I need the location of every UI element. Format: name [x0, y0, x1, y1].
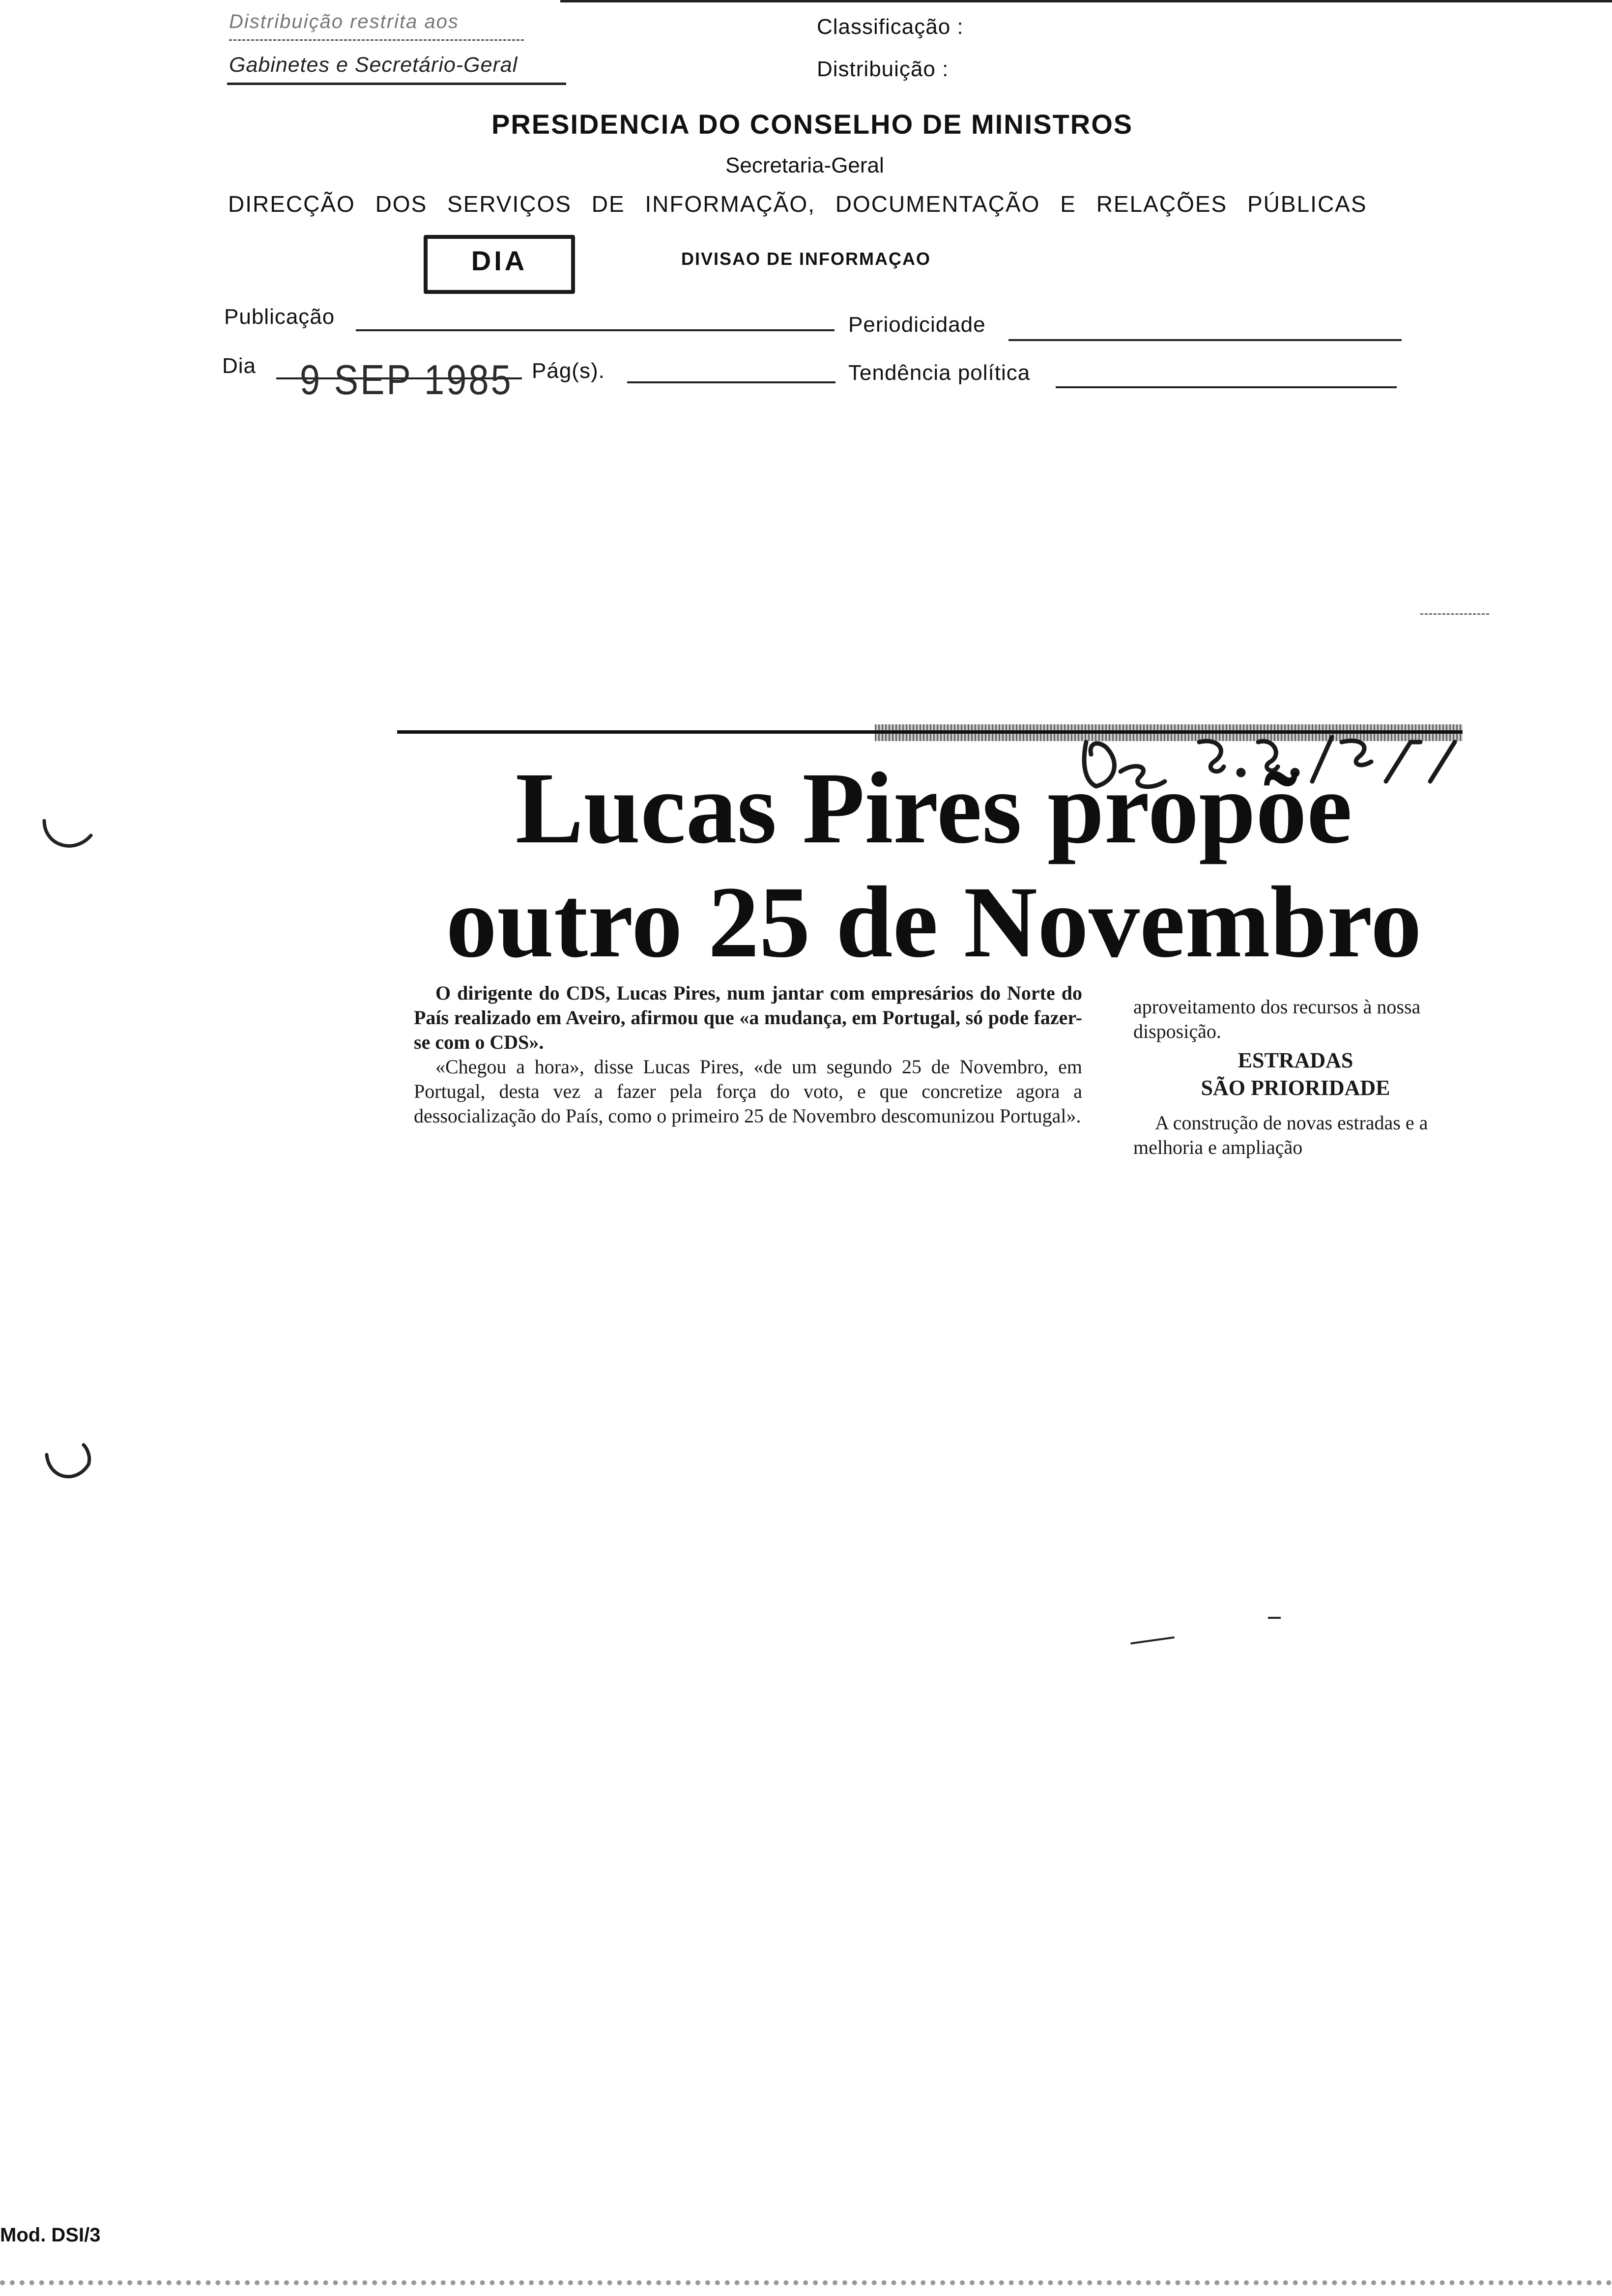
stamp-text: DIA: [471, 245, 528, 276]
date-stamp-value: 9 SEP 1985: [300, 356, 513, 403]
model-code: Mod. DSI/3: [0, 2224, 101, 2246]
pags-field: [627, 381, 835, 383]
tendencia-field: [1056, 386, 1397, 388]
tendencia-label: Tendência política: [848, 361, 1031, 385]
publicacao-label: Publicação: [224, 305, 335, 329]
scan-dash-mark: [1130, 1636, 1175, 1644]
presidency-title: PRESIDENCIA DO CONSELHO DE MINISTROS: [491, 109, 1133, 140]
punch-hole-mark-upper: [34, 806, 103, 865]
scan-noise-right: [1420, 613, 1489, 615]
distribution-rule-1: [229, 39, 524, 41]
secretaria-geral: Secretaria-Geral: [725, 153, 884, 177]
article-paragraph-1: O dirigente do CDS, Lucas Pires, num jantar com empresários do Norte do País realizado em Aveiro, afirmou que «a mudança, em Portugal, só pode fazer-se com o CDS».: [414, 982, 1082, 1053]
article-paragraph-2: «Chegou a hora», disse Lucas Pires, «de um segundo 25 de Novembro, em Portugal, desta vez a fazer pela força do voto, e que concretize agora a dessocialização do País, como o primeiro 25 de Novembro descomunizou Portugal».: [414, 1056, 1082, 1127]
punch-hole-mark-lower: [34, 1430, 103, 1499]
direccao-line: DIRECÇÃO DOS SERVIÇOS DE INFORMAÇÃO, DOCUMENTAÇÃO E RELAÇÕES PÚBLICAS: [228, 191, 1367, 217]
dia-label: Dia: [222, 354, 257, 378]
divisao-label: DIVISAO DE INFORMAÇAO: [681, 249, 931, 269]
distribution-line-1: Distribuição restrita aos: [229, 11, 459, 32]
periodicidade-field: [1008, 339, 1402, 341]
publicacao-field: [356, 329, 835, 331]
top-edge-rule: [560, 0, 1612, 2]
scan-noise-bottom: [0, 2280, 1612, 2285]
pags-label: Pág(s).: [532, 359, 605, 383]
headline-line-2: outro 25 de Novembro: [446, 865, 1422, 978]
article-right-paragraph-1: aproveitamento dos recursos à nossa disposição.: [1133, 996, 1421, 1042]
article-left-column: [414, 981, 1082, 1128]
article-right-column: [1133, 995, 1458, 1160]
headline-line-1: Lucas Pires propõe: [515, 751, 1353, 864]
subhead-line-2: SÃO PRIORIDADE: [1201, 1076, 1390, 1100]
publication-stamp: [424, 235, 575, 294]
classificacao-label: Classificação :: [817, 15, 964, 39]
article-right-paragraph-2: A construção de novas estradas e a melhoria e ampliação: [1133, 1112, 1428, 1158]
distribuicao-label: Distribuição :: [817, 57, 949, 81]
subhead-line-1: ESTRADAS: [1238, 1048, 1353, 1072]
distribution-rule-2: [227, 83, 566, 85]
periodicidade-label: Periodicidade: [848, 313, 986, 337]
scan-dash-mark-small: [1268, 1617, 1281, 1619]
distribution-line-2: Gabinetes e Secretário-Geral: [229, 53, 518, 77]
